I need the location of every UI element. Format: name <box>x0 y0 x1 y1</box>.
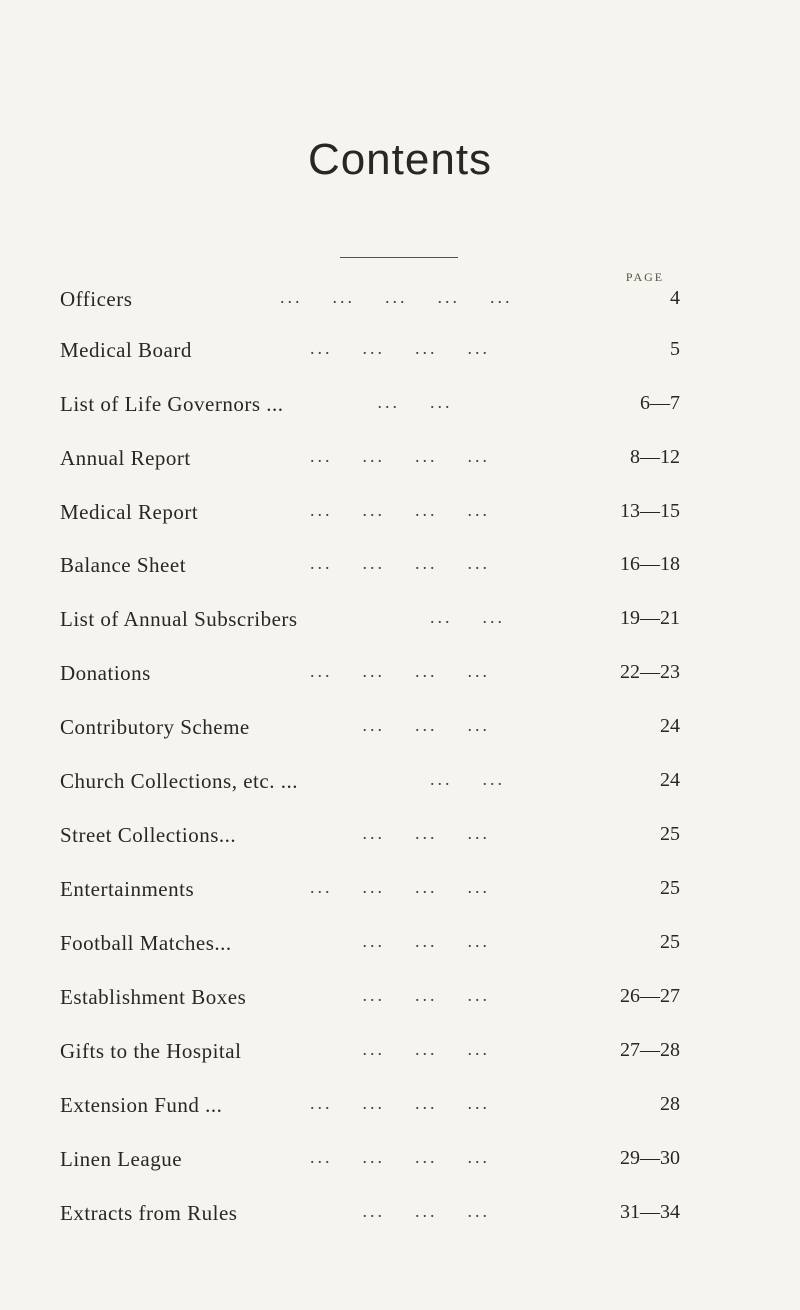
toc-entry <box>60 769 680 801</box>
dot-leader: ... ... ... ... <box>280 446 490 466</box>
toc-entry <box>60 715 680 747</box>
toc-entry-label: Church Collections, etc. ... <box>60 769 298 793</box>
toc-entry <box>60 392 680 424</box>
toc-entry-label: Extracts from Rules <box>60 1201 238 1225</box>
dot-leader: ... ... ... ... <box>280 1147 490 1167</box>
dot-leader: ... ... <box>280 607 505 627</box>
toc-entry-label: Street Collections... <box>60 823 237 847</box>
toc-entry-page: 8—12 <box>630 446 680 468</box>
toc-entry-page: 25 <box>660 931 680 953</box>
toc-entry <box>60 287 680 319</box>
toc-entry-label: Officers <box>60 287 133 311</box>
toc-entry <box>60 823 680 855</box>
toc-entry-page: 25 <box>660 823 680 845</box>
toc-entry <box>60 338 680 370</box>
toc-entry-label: Medical Board <box>60 338 192 362</box>
toc-entry-page: 24 <box>660 715 680 737</box>
dot-leader: ... ... ... ... ... <box>280 287 513 307</box>
toc-entry-label: List of Annual Subscribers <box>60 607 298 631</box>
title-divider <box>340 257 458 258</box>
toc-entry-page: 31—34 <box>620 1201 680 1223</box>
dot-leader: ... ... <box>280 769 505 789</box>
toc-entry-page: 25 <box>660 877 680 899</box>
toc-entry-label: Medical Report <box>60 500 199 524</box>
toc-entry-page: 24 <box>660 769 680 791</box>
toc-entry-page: 26—27 <box>620 985 680 1007</box>
toc-entry <box>60 1093 680 1125</box>
toc-entry-label: Donations <box>60 661 151 685</box>
dot-leader: ... ... ... ... <box>280 1093 490 1113</box>
toc-entry-page: 27—28 <box>620 1039 680 1061</box>
toc-entry <box>60 1039 680 1071</box>
toc-entry <box>60 931 680 963</box>
dot-leader: ... ... ... ... <box>280 338 490 358</box>
page-column-header: PAGE <box>625 270 665 284</box>
toc-entry-label: Linen League <box>60 1147 183 1171</box>
toc-entry <box>60 661 680 693</box>
dot-leader: ... ... <box>280 392 453 412</box>
toc-entry-page: 19—21 <box>620 607 680 629</box>
toc-entry-label: Extension Fund ... <box>60 1093 223 1117</box>
page-title: Contents <box>307 135 493 184</box>
dot-leader: ... ... ... <box>280 823 490 843</box>
dot-leader: ... ... ... <box>280 1039 490 1059</box>
dot-leader: ... ... ... <box>280 931 490 951</box>
toc-entry <box>60 607 680 639</box>
toc-entry-label: Contributory Scheme <box>60 715 250 739</box>
toc-entry-label: Annual Report <box>60 446 191 470</box>
dot-leader: ... ... ... ... <box>280 661 490 681</box>
toc-entry-page: 5 <box>670 338 680 360</box>
dot-leader: ... ... ... <box>280 715 490 735</box>
toc-entry-label: Establishment Boxes <box>60 985 247 1009</box>
dot-leader: ... ... ... ... <box>280 877 490 897</box>
dot-leader: ... ... ... ... <box>280 500 490 520</box>
toc-entry-label: Balance Sheet <box>60 553 187 577</box>
toc-entry-label: Gifts to the Hospital <box>60 1039 242 1063</box>
toc-entry <box>60 500 680 532</box>
toc-entry <box>60 985 680 1017</box>
toc-entry <box>60 877 680 909</box>
toc-entry-label: Entertainments <box>60 877 195 901</box>
toc-entry-page: 29—30 <box>620 1147 680 1169</box>
toc-entry-page: 16—18 <box>620 553 680 575</box>
toc-entry-label: List of Life Governors ... <box>60 392 284 416</box>
toc-entry-page: 13—15 <box>620 500 680 522</box>
toc-entry <box>60 446 680 478</box>
toc-entry-label: Football Matches... <box>60 931 232 955</box>
toc-entry-page: 28 <box>660 1093 680 1115</box>
dot-leader: ... ... ... <box>280 985 490 1005</box>
toc-entry-page: 4 <box>670 287 680 309</box>
toc-entry <box>60 1147 680 1179</box>
dot-leader: ... ... ... ... <box>280 553 490 573</box>
dot-leader: ... ... ... <box>280 1201 490 1221</box>
toc-entry <box>60 1201 680 1233</box>
toc-entry <box>60 553 680 585</box>
toc-entry-page: 6—7 <box>640 392 680 414</box>
toc-entry-page: 22—23 <box>620 661 680 683</box>
